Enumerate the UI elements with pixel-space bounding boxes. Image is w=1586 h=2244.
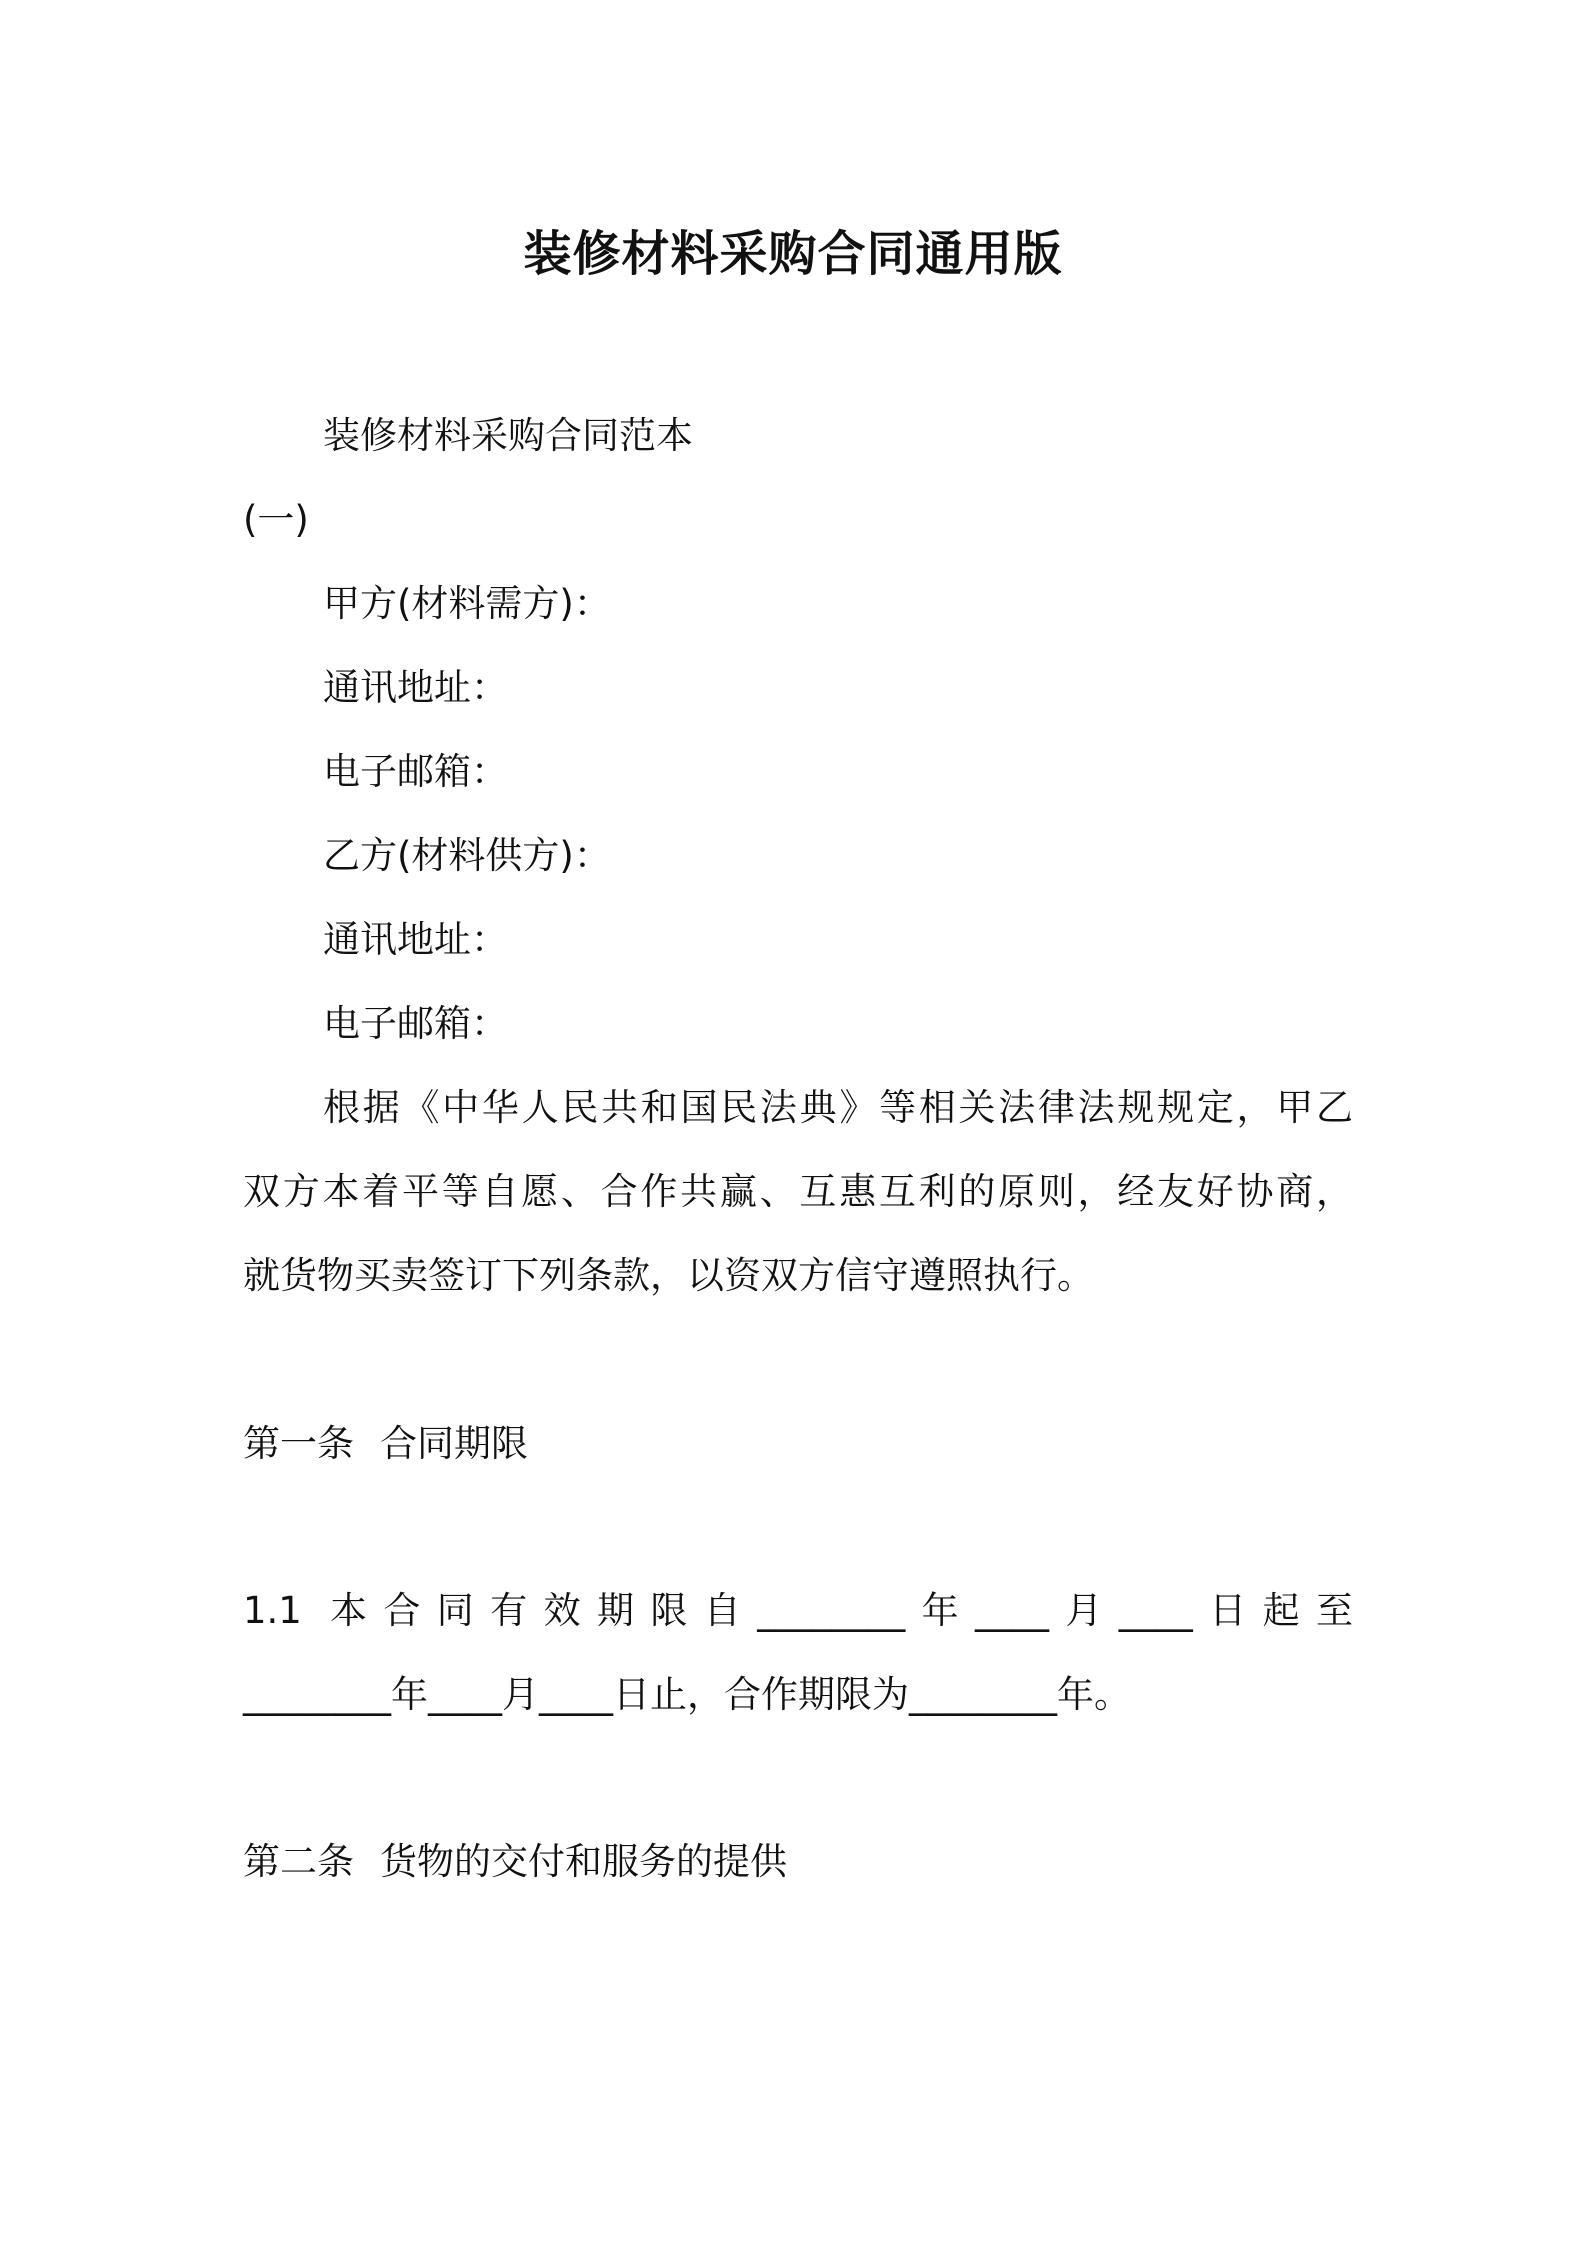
party-a-label: 甲方(材料需方)： <box>323 582 611 625</box>
preamble-line-2: 双方本着平等自愿、合作共赢、互惠互利的原则，经友好协商， <box>243 1170 1353 1213</box>
clause-1-1-line-2: ________年____月____日止，合作期限为________年。 <box>243 1673 1131 1716</box>
document-subtitle: 装修材料采购合同范本 <box>323 414 693 457</box>
article-1-title: 合同期限 <box>380 1422 528 1465</box>
party-b-label: 乙方(材料供方)： <box>323 834 611 877</box>
party-a-email-label: 电子邮箱： <box>323 750 508 793</box>
preamble-line-1: 根据《中华人民共和国民法典》等相关法律法规规定，甲乙 <box>323 1086 1353 1129</box>
article-1-number: 第一条 <box>243 1422 354 1465</box>
clause-1-1-line-1: 1.1 本合同有效期限自________年____月____日起至 <box>243 1589 1353 1632</box>
party-b-email-label: 电子邮箱： <box>323 1002 508 1045</box>
article-2-heading <box>243 1840 787 1884</box>
article-2-title: 货物的交付和服务的提供 <box>380 1840 787 1883</box>
party-a-address-label: 通讯地址： <box>323 666 508 709</box>
article-1-heading <box>243 1422 528 1466</box>
party-b-address-label: 通讯地址： <box>323 918 508 961</box>
preamble-line-3: 就货物买卖签订下列条款，以资双方信守遵照执行。 <box>243 1254 1094 1297</box>
part-marker: (一) <box>243 498 309 541</box>
document-title: 装修材料采购合同通用版 <box>523 226 1063 282</box>
article-2-number: 第二条 <box>243 1840 354 1883</box>
